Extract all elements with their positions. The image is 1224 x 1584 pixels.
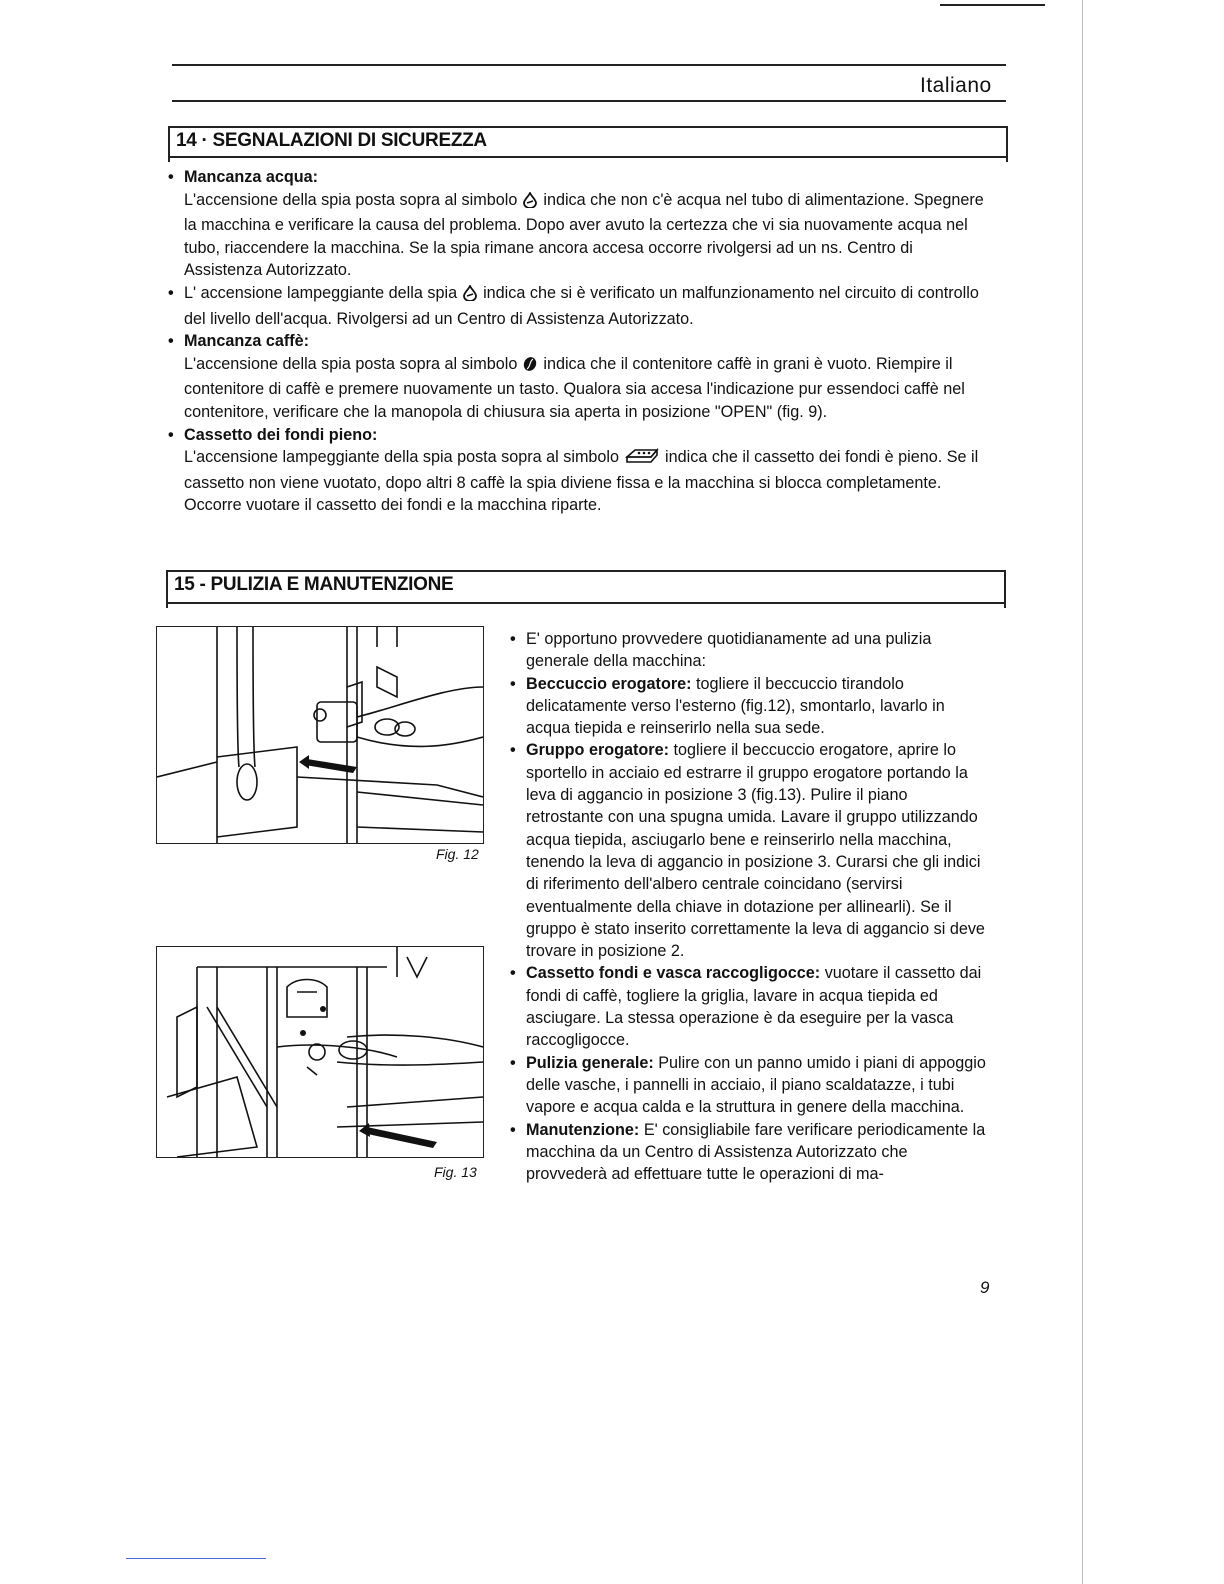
item-text-after: indica che non c'è acqua nel tubo di alimentazione. Spegnere la macchina e verificare la causa del problema. Dopo aver avuto la certezza che vi sia nuovamente acqua nel tubo, riaccendere la macchina. Se la spia rimane ancora accesa occorre rivolgersi ad un ns. Centro di Assistenza Autorizzato. xyxy=(184,190,984,280)
water-drop-icon xyxy=(523,192,537,215)
bullet: • xyxy=(168,168,174,186)
figure-13-drawing xyxy=(157,947,483,1157)
item-text: togliere il beccuccio tirandolo delicatamente verso l'esterno (fig.12), smontarlo, lavarlo in acqua tiepida e reinserirlo nella sua sede. xyxy=(526,674,945,738)
item-text-after: indica che il contenitore caffè in grani è vuoto. Riempire il contenitore di caffè e premere nuovamente un tasto. Qualora sia accesa l'indicazione pur essendoci caffè nel contenitore, verificare che la manopola di chiusura sia aperta in posizione "OPEN" (fig. 9). xyxy=(184,354,965,421)
coffee-bean-icon xyxy=(523,356,537,379)
item-text-after: indica che si è verificato un malfunzionamento nel circuito di controllo del livello dell'acqua. Rivolgersi ad un Centro di Assistenza Autorizzato. xyxy=(184,283,979,328)
bullet: • xyxy=(168,425,174,444)
item-heading: Cassetto fondi e vasca raccogligocce: xyxy=(526,964,821,983)
bullet: • xyxy=(168,332,174,351)
list-item-water-level-fault xyxy=(168,282,984,330)
item-text: E' consigliabile fare verificare periodicamente la macchina da un Centro di Assistenza Autorizzato che provvederà ad effettuare tutte le operazioni di ma- xyxy=(526,1120,986,1184)
item-text-before: L'accensione della spia posta sopra al simbolo xyxy=(184,190,518,209)
section-14-underline xyxy=(170,156,1006,158)
item-heading: Cassetto dei fondi pieno: xyxy=(184,425,378,444)
section-14-body xyxy=(168,166,984,517)
bullet: • xyxy=(510,1053,516,1072)
list-item-water-missing xyxy=(168,166,984,282)
item-text xyxy=(184,189,984,282)
item-heading: Mancanza acqua: xyxy=(184,168,319,186)
right-margin-line xyxy=(1082,0,1083,1584)
list-item-grounds-drawer-full xyxy=(168,424,984,517)
item-heading: Gruppo erogatore: xyxy=(526,741,669,760)
item-text: E' opportuno provvedere quotidianamente ad una pulizia generale della macchina: xyxy=(526,630,932,671)
section-15-title: 15 - PULIZIA E MANUTENZIONE xyxy=(174,574,454,595)
item-text xyxy=(184,446,984,517)
list-item-maintenance xyxy=(510,1119,988,1186)
language-label: Italiano xyxy=(920,74,992,97)
list-item-coffee-missing xyxy=(168,330,984,423)
item-heading: Manutenzione: xyxy=(526,1120,640,1139)
list-item-general-cleaning xyxy=(510,1052,988,1119)
bullet: • xyxy=(510,674,516,693)
list-item-intro xyxy=(510,628,988,673)
section-14-title: 14 · SEGNALAZIONI DI SICUREZZA xyxy=(176,130,487,151)
item-heading: Beccuccio erogatore: xyxy=(526,674,692,693)
water-drop-icon xyxy=(463,285,477,308)
list-item-brewing-unit xyxy=(510,739,988,962)
item-text xyxy=(184,353,984,424)
figure-13-caption: Fig. 13 xyxy=(434,1164,477,1180)
item-text: vuotare il cassetto dai fondi di caffè, togliere la griglia, lavare in acqua tiepida ed asciugare. La stessa operazione è da eseguire per la vasca raccogligocce. xyxy=(526,964,982,1050)
figure-12-drawing xyxy=(157,627,483,843)
section-15-underline xyxy=(168,602,1004,604)
header-rule-top xyxy=(172,64,1006,66)
item-text-after: indica che il cassetto dei fondi è pieno. Se il cassetto non viene vuotato, dopo altri 8 caffè la spia diviene fissa e la macchina si blocca completamente. Occorre vuotare il cassetto dei fondi e la macchina riparte. xyxy=(184,448,979,515)
figure-12-image xyxy=(156,626,484,844)
bullet: • xyxy=(510,741,516,760)
item-text: togliere il beccuccio erogatore, aprire lo sportello in acciaio ed estrarre il gruppo erogatore portando la leva di aggancio in posizione 3 (fig.13). Pulire il piano retrostante con una spugna umida. Lavare il gruppo utilizzando acqua tiepida, asciugarlo bene e reinserirlo nella macchina, tenendo la leva di aggancio in posizione 3. Curarsi che gli indici di riferimento dell'albero centrale coincidano (servirsi eventualmente della chiave in dotazione per allinearli). Se il gruppo è stato inserito correttamente la leva di aggancio si deve trovare in posizione 2. xyxy=(526,741,985,961)
bullet: • xyxy=(510,964,516,983)
grounds-drawer-icon xyxy=(625,447,659,472)
list-item-spout xyxy=(510,673,988,740)
section-14-header xyxy=(168,126,1008,162)
section-15-header xyxy=(166,570,1006,608)
item-text: Pulire con un panno umido i piani di appoggio delle vasche, i pannelli in acciaio, il piano scaldatazze, i tubi vapore e acqua calda e la struttura in genere della macchina. xyxy=(526,1053,986,1117)
bullet: • xyxy=(510,630,516,648)
item-heading: Pulizia generale: xyxy=(526,1053,654,1072)
bottom-left-rule xyxy=(126,1558,266,1559)
item-heading: Mancanza caffè: xyxy=(184,332,310,351)
list-item-drawer-and-tray xyxy=(510,962,988,1051)
header-rule-bottom xyxy=(172,100,1006,102)
top-right-rule xyxy=(940,4,1045,6)
item-text-before: L'accensione lampeggiante della spia posta sopra al simbolo xyxy=(184,448,620,467)
item-text-before: L' accensione lampeggiante della spia xyxy=(184,283,458,302)
figure-13-image xyxy=(156,946,484,1158)
item-text-before: L'accensione della spia posta sopra al simbolo xyxy=(184,354,518,373)
section-15-body xyxy=(510,628,988,1185)
page-number: 9 xyxy=(980,1278,990,1297)
bullet: • xyxy=(168,283,174,302)
figure-12-caption: Fig. 12 xyxy=(436,846,479,862)
bullet: • xyxy=(510,1120,516,1139)
